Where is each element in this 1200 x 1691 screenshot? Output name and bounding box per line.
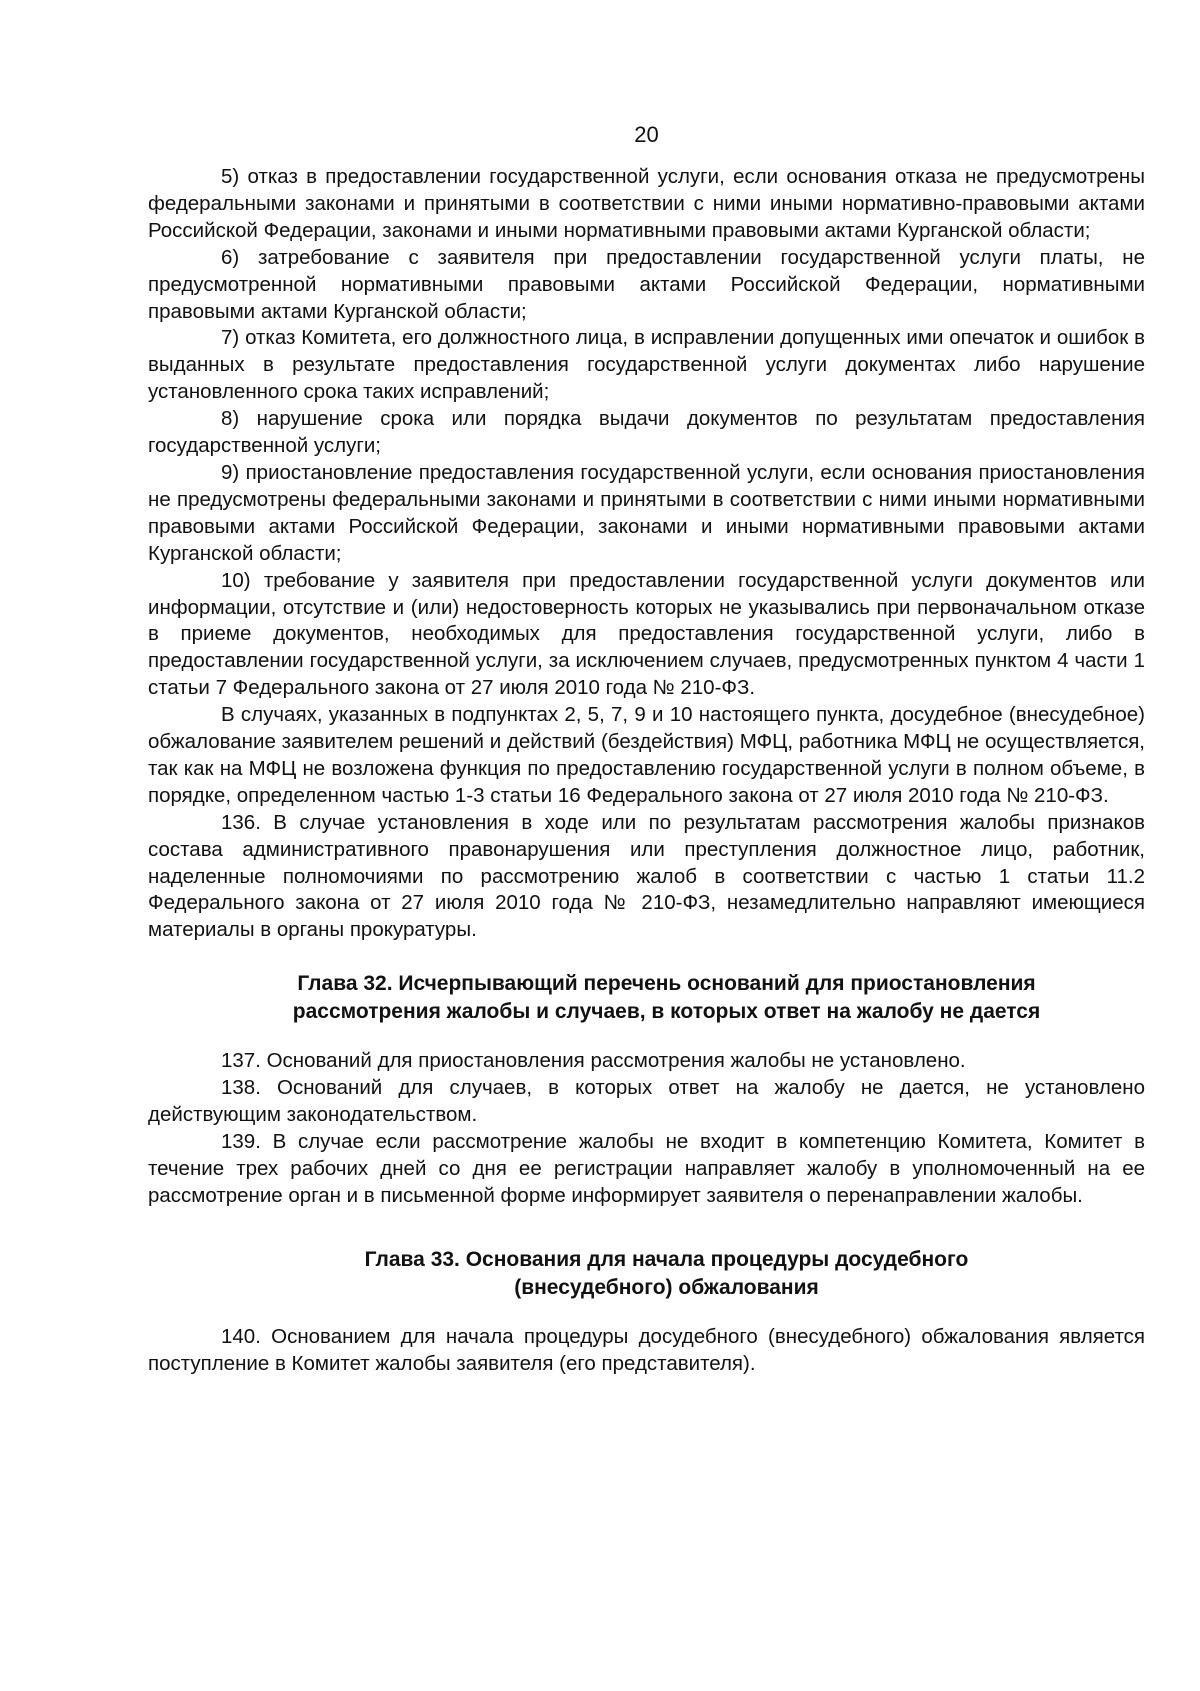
paragraph-139: 139. В случае если рассмотрение жалобы не входит в компетенцию Комитета, Комитет в течение трех рабочих дней со дня ее регистрации направляет жалобу в уполномоченный на ее рассмотрение орган и в письменной форме информирует заявителя о перенаправлении жалобы. — [148, 1130, 1145, 1207]
chapter-33-heading-line1: Глава 33. Основания для начала процедуры досудебного — [364, 1247, 969, 1271]
chapter-33-body — [148, 1324, 1145, 1378]
chapter-32-body — [148, 1048, 1145, 1209]
paragraph-item-7: 7) отказ Комитета, его должностного лица, в исправлении допущенных ими опечаток и ошибок в выданных в результате предоставления государственной услуги документах либо нарушение установленного срока таких исправлений; — [148, 326, 1145, 404]
paragraph-item-5: 5) отказ в предоставлении государственной услуги, если основания отказа не предусмотрены федеральными законами и принятыми в соответствии с ними иными нормативно-правовыми актами Российской Федерации, законами и иными нормативными правовыми актами Курганской области; — [148, 165, 1145, 242]
chapter-32-heading-line2: рассмотрения жалобы и случаев, в которых ответ на жалобу не дается — [292, 1000, 1041, 1024]
paragraph-item-8: 8) нарушение срока или порядка выдачи документов по результатам предоставления государственной услуги; — [148, 407, 1145, 458]
chapter-32-heading-line1: Глава 32. Исчерпывающий перечень оснований для приостановления — [297, 972, 1036, 996]
document-page — [148, 118, 1145, 1378]
chapter-33-heading — [148, 1246, 1145, 1302]
paragraph-item-10: 10) требование у заявителя при предоставлении государственной услуги документов или информации, отсутствие и (или) недостоверность которых не указывались при первоначальном отказе в приеме документов, необходимых для предоставления государственной услуги, либо в предоставлении государственной услуги, за исключением случаев, предусмотренных пунктом 4 части 1 статьи 7 Федерального закона от 27 июля 2010 года № 210-ФЗ. — [148, 568, 1145, 700]
chapter-33-heading-line2: (внесудебного) обжалования — [514, 1275, 819, 1299]
paragraph-138: 138. Оснований для случаев, в которых ответ на жалобу не дается, не установлено действующим законодательством. — [148, 1076, 1145, 1127]
page-number: 20 — [634, 122, 659, 147]
paragraph-mfc-note: В случаях, указанных в подпунктах 2, 5, 7, 9 и 10 настоящего пункта, досудебное (внесудебное) обжалование заявителем решений и действий (бездействия) МФЦ, работника МФЦ не осуществляется, так как на МФЦ не возложена функция по предоставлению государственной услуги в полном объеме, в порядке, определенном частью 1-3 статьи 16 Федерального закона от 27 июля 2010 года № 210-ФЗ. — [148, 703, 1145, 807]
paragraph-140: 140. Основанием для начала процедуры досудебного (внесудебного) обжалования является поступление в Комитет жалобы заявителя (его представителя). — [148, 1324, 1145, 1375]
chapter-32-heading — [148, 970, 1145, 1026]
paragraph-137: 137. Оснований для приостановления рассмотрения жалобы не установлено. — [221, 1049, 966, 1073]
paragraph-136: 136. В случае установления в ходе или по результатам рассмотрения жалобы признаков состава административного правонарушения или преступления должностное лицо, работник, наделенные полномочиями по рассмотрению жалоб в соответствии с частью 1 статьи 11.2 Федерального закона от 27 июля 2010 года № 210-ФЗ, незамедлительно направляют имеющиеся материалы в органы прокуратуры. — [148, 810, 1145, 942]
paragraph-item-6: 6) затребование с заявителя при предоставлении государственной услуги платы, не предусмотренной нормативными правовыми актами Российской Федерации, нормативными правовыми актами Курганской области; — [148, 245, 1145, 323]
paragraph-item-9: 9) приостановление предоставления государственной услуги, если основания приостановления не предусмотрены федеральными законами и принятыми в соответствии с ними иными нормативными правовыми актами Российской Федерации, законами и иными нормативными правовыми актами Курганской области; — [148, 460, 1145, 565]
section-continuation — [148, 164, 1145, 944]
